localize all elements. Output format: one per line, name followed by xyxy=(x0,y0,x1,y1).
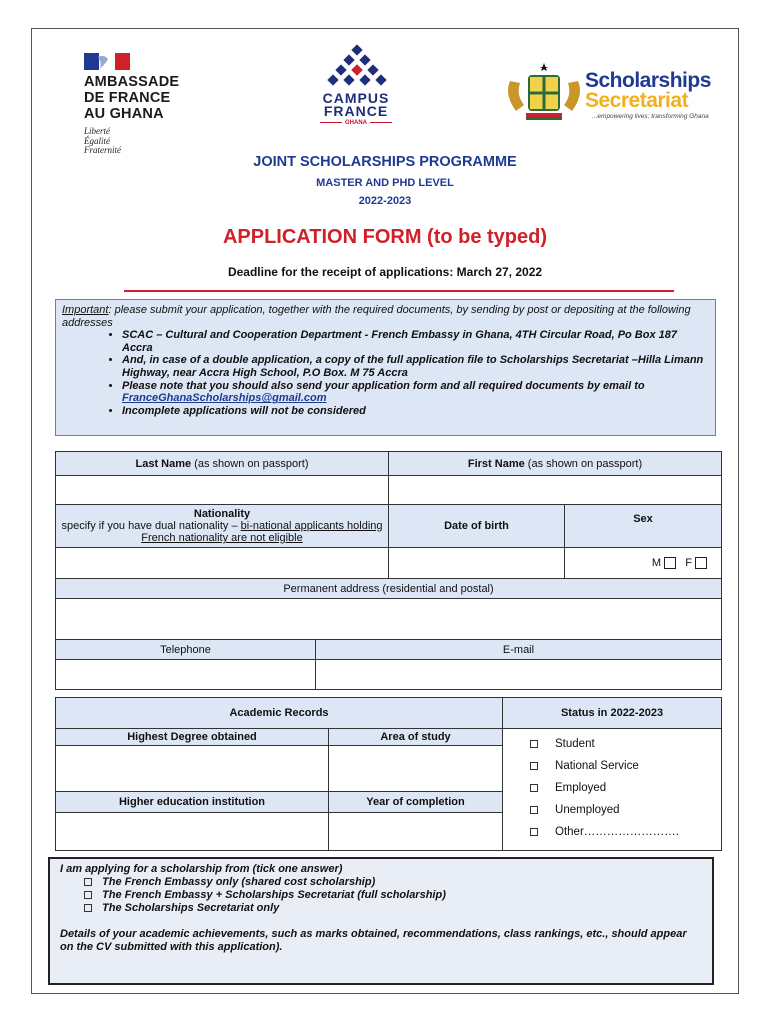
apply-details: Details of your academic achievements, such as marks obtained, recommendations, class rankings, etc., should appear on the CV submitted with this application). xyxy=(60,928,687,953)
institution-header: Higher education institution xyxy=(56,792,329,813)
scholarships-logo-line-1: Scholarships xyxy=(585,69,711,92)
degree-header: Highest Degree obtained xyxy=(56,729,329,746)
first-name-label: First Name xyxy=(467,457,525,470)
degree-field[interactable] xyxy=(56,746,329,792)
status-options xyxy=(503,729,722,851)
bullet-scac: • SCAC – Cultural and Cooperation Department - French Embassy in Ghana, 4TH Circular Road, Po Box 187 Accra xyxy=(122,329,709,354)
programme-title: JOINT SCHOLARSHIPS PROGRAMME xyxy=(253,154,517,170)
option-embassy-plus-secretariat[interactable] xyxy=(60,889,702,902)
status-unemployed[interactable] xyxy=(506,799,718,821)
embassy-line-2: DE FRANCE xyxy=(84,90,171,106)
email-field[interactable] xyxy=(316,660,722,690)
status-other-checkbox[interactable] xyxy=(530,828,538,836)
address-field[interactable] xyxy=(56,599,722,640)
status-employed[interactable] xyxy=(506,777,718,799)
embassy-logo-text xyxy=(84,74,179,122)
status-unemployed-checkbox[interactable] xyxy=(530,806,538,814)
sex-field xyxy=(565,548,722,579)
status-student-label: Student xyxy=(555,738,595,750)
important-notice-box xyxy=(55,299,716,436)
motto-fraternite: Fraternité xyxy=(84,145,121,155)
nationality-hint-b: bi-national applicants holding French nationality are not eligible xyxy=(141,520,383,544)
important-lead-text: : please submit your application, together with the required documents, by sending by post or depositing at the following addresses xyxy=(62,304,691,329)
option-secretariat-only-label: The Scholarships Secretariat only xyxy=(102,902,280,914)
apply-intro: I am applying for a scholarship from (tick one answer) xyxy=(60,863,343,875)
last-name-header xyxy=(56,452,389,476)
bullet-email xyxy=(122,380,709,405)
address-header: Permanent address (residential and postal) xyxy=(56,579,722,599)
option-french-embassy-checkbox[interactable] xyxy=(84,878,92,886)
status-employed-checkbox[interactable] xyxy=(530,784,538,792)
telephone-header: Telephone xyxy=(56,640,316,660)
academic-records-header: Academic Records xyxy=(56,698,503,729)
status-employed-label: Employed xyxy=(555,782,607,794)
email-header: E-mail xyxy=(316,640,722,660)
option-embassy-plus-secretariat-checkbox[interactable] xyxy=(84,891,92,899)
embassy-line-3: AU GHANA xyxy=(84,106,164,122)
important-label: Important xyxy=(62,304,109,316)
application-form-page xyxy=(31,28,739,994)
title-divider xyxy=(124,290,674,292)
year-header: Year of completion xyxy=(329,792,503,813)
status-student-checkbox[interactable] xyxy=(530,740,538,748)
form-title: APPLICATION FORM (to be typed) xyxy=(222,226,548,248)
sex-m-checkbox[interactable] xyxy=(664,557,676,569)
status-other-label: Other……………………. xyxy=(555,826,679,838)
motto-egalite: Égalité xyxy=(84,135,110,146)
status-unemployed-label: Unemployed xyxy=(555,804,620,816)
area-header: Area of study xyxy=(329,729,503,746)
option-french-embassy[interactable] xyxy=(60,876,702,889)
scholarship-choice-box xyxy=(48,857,714,985)
dob-field[interactable] xyxy=(389,548,565,579)
french-flag-icon xyxy=(84,53,130,70)
status-national-service[interactable] xyxy=(506,755,718,777)
campus-france-text xyxy=(312,92,400,118)
embassy-line-1: AMBASSADE xyxy=(84,74,180,90)
institution-field[interactable] xyxy=(56,813,329,851)
option-secretariat-only[interactable] xyxy=(60,902,702,915)
academic-records-table xyxy=(55,697,722,851)
status-national-service-checkbox[interactable] xyxy=(530,762,538,770)
scholarships-logo-line-2: Secretariat xyxy=(585,89,689,112)
motto-liberte: Liberté xyxy=(84,126,110,136)
important-bullets xyxy=(62,329,709,417)
bullet-incomplete: • Incomplete applications will not be considered xyxy=(122,405,709,418)
nationality-hint-a: specify if you have dual nationality – xyxy=(61,520,241,532)
nationality-field[interactable] xyxy=(56,548,389,579)
option-secretariat-only-checkbox[interactable] xyxy=(84,904,92,912)
contact-table xyxy=(55,578,722,690)
embassy-motto xyxy=(84,127,121,156)
sex-f-label: F xyxy=(685,556,692,569)
ghana-coat-of-arms-icon xyxy=(504,61,584,123)
contact-email-link[interactable]: FranceGhanaScholarships@gmail.com xyxy=(122,392,327,405)
status-national-service-label: National Service xyxy=(555,760,639,772)
campus-france-line-2: FRANCE xyxy=(323,103,389,119)
bullet-double-application: • And, in case of a double application, a copy of the full application file to Scholarships Secretariat –Hilla Limann Highway, near Accra High School, P.O Box. M 75 Accra xyxy=(122,354,709,379)
campus-france-ghana: GHANA xyxy=(312,120,400,126)
year-field[interactable] xyxy=(329,813,503,851)
nationality-label: Nationality xyxy=(193,508,251,520)
scholarships-tagline: ...empowering lives; transforming Ghana xyxy=(592,113,709,120)
last-name-hint: (as shown on passport) xyxy=(191,457,309,470)
status-list xyxy=(506,733,718,843)
important-lead xyxy=(62,304,709,329)
sex-m-label: M xyxy=(651,556,662,569)
status-header: Status in 2022-2023 xyxy=(503,698,722,729)
bullet-email-text: Please note that you should also send your application form and all required documents by email to xyxy=(122,379,645,392)
nationality-header xyxy=(56,505,389,548)
nationality-hint xyxy=(59,520,385,544)
deadline-text: Deadline for the receipt of applications: March 27, 2022 xyxy=(227,265,543,279)
last-name-label: Last Name xyxy=(135,457,192,470)
status-other[interactable] xyxy=(506,821,718,843)
dob-header: Date of birth xyxy=(389,505,565,548)
option-embassy-plus-secretariat-label: The French Embassy + Scholarships Secretariat (full scholarship) xyxy=(102,889,446,901)
telephone-field[interactable] xyxy=(56,660,316,690)
sex-f-checkbox[interactable] xyxy=(695,557,707,569)
status-student[interactable] xyxy=(506,733,718,755)
area-field[interactable] xyxy=(329,746,503,792)
campus-france-diamond-icon xyxy=(322,44,392,94)
first-name-field[interactable] xyxy=(389,476,722,505)
first-name-header xyxy=(389,452,722,476)
year-subtitle: 2022-2023 xyxy=(358,195,412,207)
level-subtitle: MASTER AND PHD LEVEL xyxy=(316,177,454,189)
personal-info-table xyxy=(55,451,722,579)
sex-header: Sex xyxy=(565,505,722,548)
campus-france-line-1: CAMPUS xyxy=(322,90,390,106)
option-french-embassy-label: The French Embassy only (shared cost scholarship) xyxy=(102,876,376,888)
first-name-hint: (as shown on passport) xyxy=(524,457,643,470)
last-name-field[interactable] xyxy=(56,476,389,505)
